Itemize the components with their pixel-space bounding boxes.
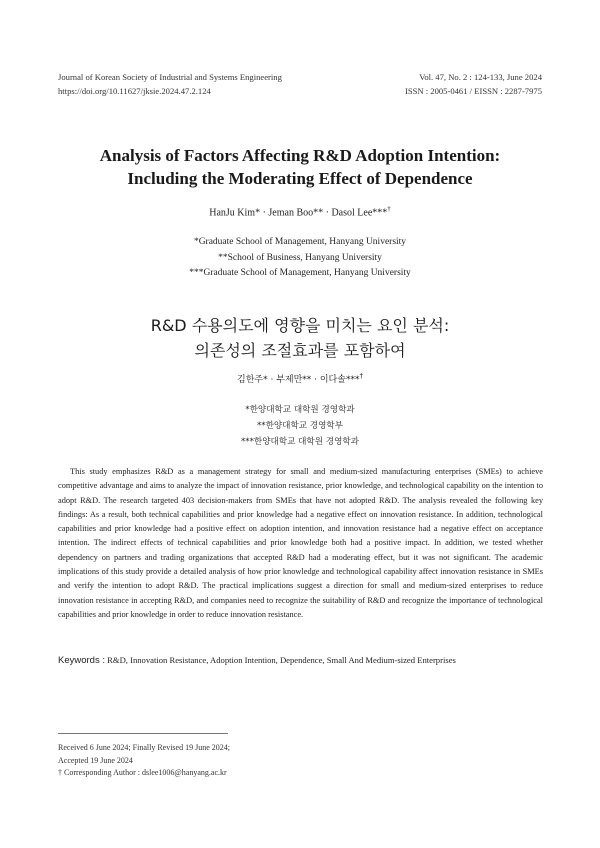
accepted-date: Accepted 19 June 2024 [58, 755, 133, 765]
english-title-line-2: Including the Moderating Effect of Dependence [127, 169, 473, 188]
corresponding-author: † Corresponding Author : dslee1006@hanyang.ac.kr [58, 768, 227, 777]
corresponding-mark: † [359, 372, 363, 380]
journal-name: Journal of Korean Society of Industrial and Systems Engineering [58, 72, 282, 82]
korean-title-line-1: R&D 수용의도에 영향을 미치는 요인 분석: [150, 316, 450, 335]
footnote-divider [58, 733, 228, 734]
keywords [58, 655, 543, 666]
english-affiliations [0, 235, 600, 282]
received-date: Received 6 June 2024; Finally Revised 19 June 2024; [58, 743, 230, 752]
doi-link[interactable]: https://doi.org/10.11627/jksie.2024.47.2.124 [58, 86, 211, 96]
korean-affiliations [0, 402, 600, 450]
volume-info: Vol. 47, No. 2 : 124-133, June 2024 [419, 72, 542, 82]
english-affiliation: *Graduate School of Management, Hanyang University [193, 237, 407, 247]
abstract [58, 465, 543, 622]
korean-affiliation: ***한양대학교 대학원 경영학과 [241, 437, 359, 447]
issn-info: ISSN : 2005-0461 / EISSN : 2287-7975 [404, 86, 542, 96]
corresponding-mark: † [387, 205, 391, 213]
english-title [40, 144, 560, 190]
journal-header-left [58, 70, 282, 98]
korean-affiliation: *한양대학교 대학원 경영학과 [245, 405, 355, 415]
english-authors [0, 205, 600, 218]
journal-header-right [405, 70, 542, 98]
english-affiliation: ***Graduate School of Management, Hanyang University [189, 268, 411, 278]
footnotes [58, 742, 230, 780]
keywords-text: R&D, Innovation Resistance, Adoption Intention, Dependence, Small And Medium-sized Enterprises [107, 655, 456, 665]
english-title-line-1: Analysis of Factors Affecting R&D Adoption Intention: [99, 146, 501, 165]
korean-title [40, 313, 560, 363]
abstract-text: This study emphasizes R&D as a management strategy for small and medium-sized manufacturing enterprises (SMEs) to achieve competitive advantage and aims to analyze the impact of innovation resistance, prior knowledge, and technological capability on the intention to adopt R&D. The research targeted 403 decision-makers from SMEs that have not adopted R&D. The analysis revealed the following key findings: As a result, both technical capabilities and prior knowledge had a negative effect on innovation resistance. In addition, technological capabilities and prior knowledge had a positive effect on adoption intention, and innovation resistance had a negative effect on acceptance intention. The indirect effects of technical capabilities and prior knowledge both had a positive impact. In addition, we tested whether dependency on partners and trading organizations that accepted R&D had a moderating effect, but it was not significant. The academic implications of this study provide a detailed analysis of how prior knowledge and technological capability affect innovation resistance in SMEs and verify the intention to adopt R&D. The practical implications suggest a direction for small and medium-sized enterprises to reduce innovation resistance in accepting R&D, and companies need to recognize the suitability of R&D and recognize the importance of technological capabilities and prior knowledge in order to reduce innovation resistance. [58, 467, 543, 619]
english-affiliation: **School of Business, Hanyang University [218, 252, 382, 263]
korean-authors [0, 372, 600, 385]
korean-affiliation: **한양대학교 경영학부 [256, 421, 344, 431]
korean-title-line-2: 의존성의 조절효과를 포함하여 [194, 341, 406, 360]
keywords-label: Keywords : [58, 655, 105, 666]
korean-author-list: 김한주* · 부제만** · 이다솔*** [237, 375, 360, 385]
english-author-list: HanJu Kim* · Jeman Boo** · Dasol Lee*** [209, 207, 388, 219]
